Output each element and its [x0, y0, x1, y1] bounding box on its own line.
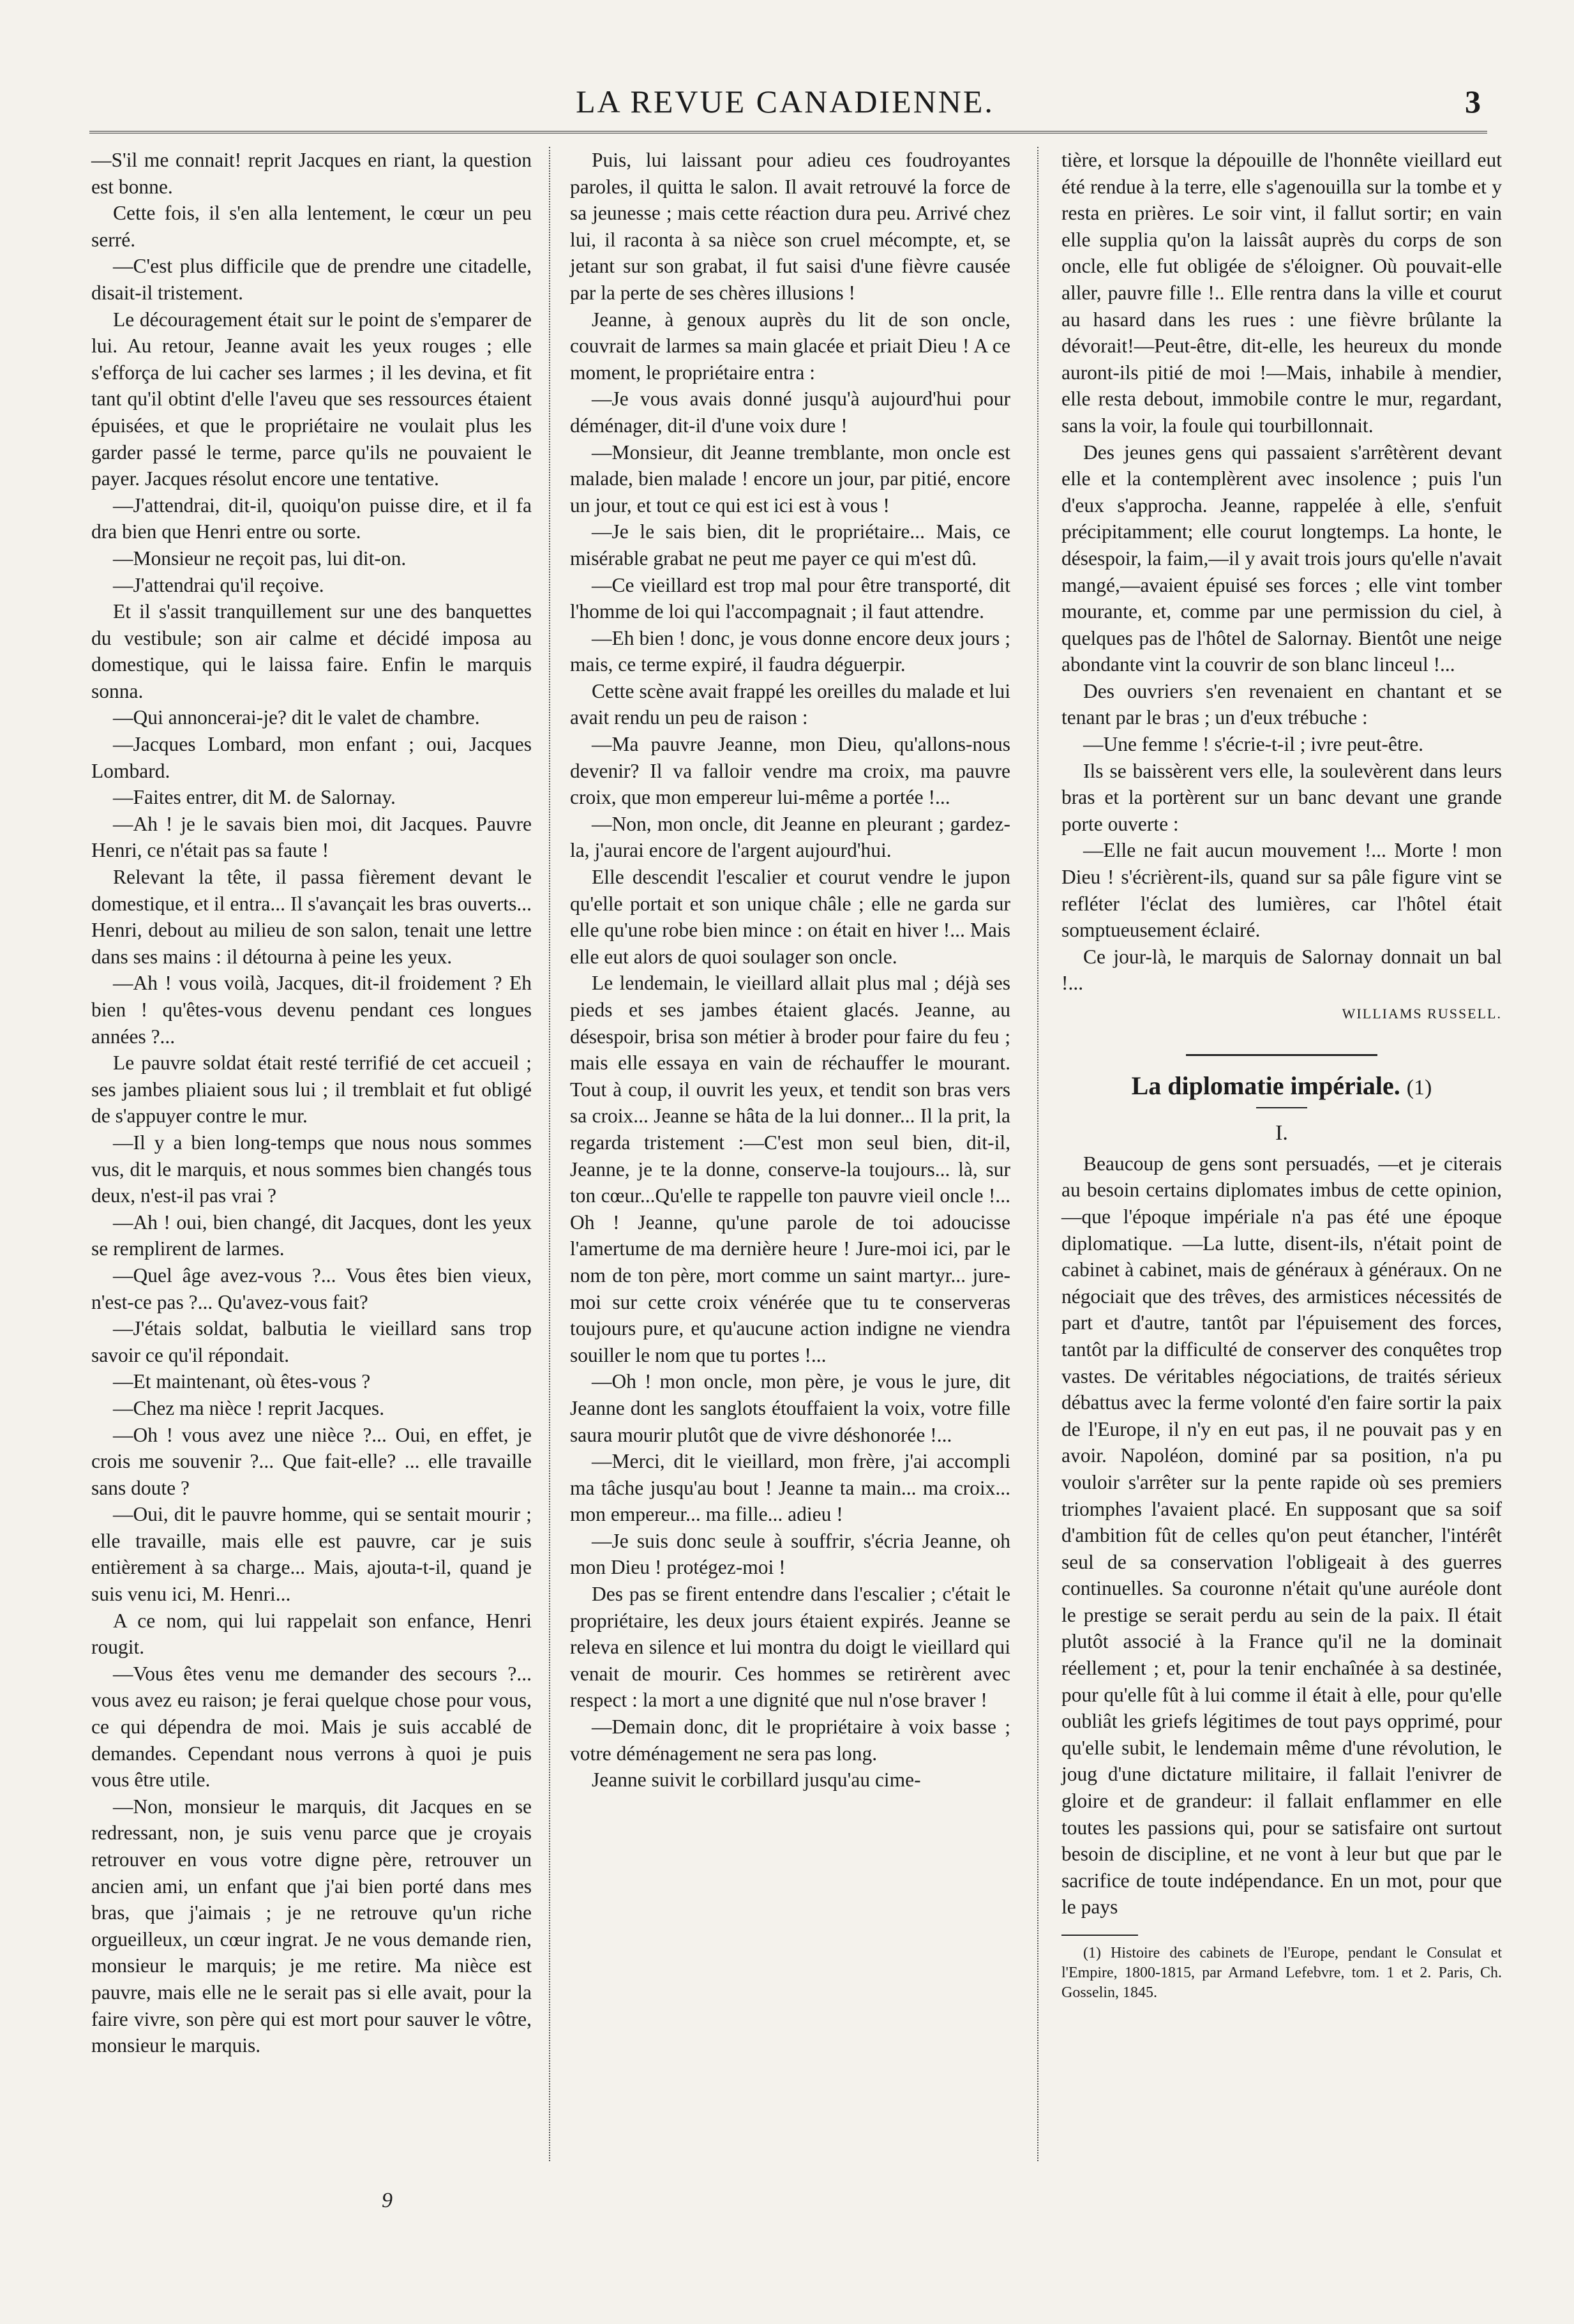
paragraph: —Merci, dit le vieillard, mon frère, j'ai accompli ma tâche jusqu'au bout ! Jeanne ta main... ma croix... mon empereur... ma fille... adieu ! — [570, 1450, 1010, 1526]
paragraph: —Ah ! vous voilà, Jacques, dit-il froidement ? Eh bien ! qu'êtes-vous devenu pendant ces longues années ?... — [91, 972, 532, 1048]
title-underline — [1256, 1107, 1307, 1108]
paragraph: —Non, mon oncle, dit Jeanne en pleurant ; gardez-la, j'aurai encore de l'argent aujourd'hui. — [570, 812, 1010, 862]
paragraph: Jeanne, à genoux auprès du lit de son oncle, couvrait de larmes sa main glacée et priait Dieu ! A ce moment, le propriétaire entra : — [570, 308, 1010, 384]
paragraph: Et il s'assit tranquillement sur une des banquettes du vestibule; son air calme et décidé imposa au domestique, qui le laissa faire. Enfin le marquis sonna. — [91, 600, 532, 702]
journal-title: LA REVUE CANADIENNE. — [576, 84, 994, 119]
paragraph: Cette fois, il s'en alla lentement, le cœur un peu serré. — [91, 202, 532, 251]
paragraph: —Ah ! je le savais bien moi, dit Jacques. Pauvre Henri, ce n'était pas sa faute ! — [91, 812, 532, 862]
page-header — [89, 83, 1481, 128]
paragraph: —Je le sais bien, dit le propriétaire... Mais, ce misérable grabat ne peut me payer ce qui m'est dû. — [570, 520, 1010, 570]
paragraph: —Chez ma nièce ! reprit Jacques. — [113, 1396, 385, 1419]
paragraph: Relevant la tête, il passa fièrement devant le domestique, et il entra... Il s'avançait les bras ouverts... Henri, debout au milieu de son salon, tenait une lettre dans ses mains : il détourna à peine les yeux. — [91, 866, 532, 968]
paragraph: —Non, monsieur le marquis, dit Jacques en se redressant, non, je suis venu parce que je croyais retrouver en vous votre digne père, retrouver un ancien ami, un enfant que j'ai bien porté dans mes bras, que j'aimais ; je ne retrouve qu'un riche orgueilleux, un cœur ingrat. Je ne vous demande rien, monsieur le marquis; je me retire. Ma nièce est pauvre, mais elle ne le serait pas si elle avait, pour la faire vivre, son père qui est mort pour sauver le vôtre, monsieur le marquis. — [91, 1795, 532, 2057]
paragraph: Puis, lui laissant pour adieu ces foudroyantes paroles, il quitta le salon. Il avait retrouvé la force de sa jeunesse ; mais cette réaction dura peu. Arrivé chez lui, il raconta à sa nièce son cruel mécompte, et, se jetant sur son grabat, il fut saisi d'une fièvre causée par la perte de ses chères illusions ! — [570, 149, 1010, 304]
paragraph: Cette scène avait frappé les oreilles du malade et lui avait rendu un peu de raison : — [570, 679, 1010, 729]
paragraph: —Monsieur ne reçoit pas, lui dit-on. — [113, 547, 407, 570]
paragraph: —J'étais soldat, balbutia le vieillard sans trop savoir ce qu'il répondait. — [91, 1317, 532, 1366]
article-title-text: La diplomatie impériale. — [1131, 1071, 1400, 1100]
paragraph: —Une femme ! s'écrie-t-il ; ivre peut-être. — [1083, 733, 1424, 756]
paragraph: —Vous êtes venu me demander des secours ?... vous avez eu raison; je ferai quelque chose pour vous, ce qui dépendra de moi. Mais je suis accablé de demandes. Cependant nous verrons à quoi je puis vous être utile. — [91, 1662, 532, 1792]
paragraph: Jeanne suivit le corbillard jusqu'au cime- — [592, 1769, 921, 1792]
section-number: I. — [1275, 1121, 1288, 1145]
footnote: (1) Histoire des cabinets de l'Europe, pendant le Consulat et l'Empire, 1800-1815, par Armand Lefebvre, tom. 1 et 2. Paris, Ch. Gosselin, 1845. — [1061, 1945, 1502, 2001]
paragraph: —Ce vieillard est trop mal pour être transporté, dit l'homme de loi qui l'accompagnait ; il faut attendre. — [570, 573, 1010, 623]
header-rule — [89, 131, 1487, 133]
paragraph: Le découragement était sur le point de s'emparer de lui. Au retour, Jeanne avait les yeux rouges ; elle s'efforça de lui cacher ses larmes ; il les devina, et fit tant qu'il obtint d'elle l'aveu que ses ressources étaient épuisées, et que le propriétaire ne voulait plus les garder passé le terme, parce qu'ils ne pouvaient le payer. Jacques résolut encore une tentative. — [91, 308, 532, 490]
paragraph: —Quel âge avez-vous ?... Vous êtes bien vieux, n'est-ce pas ?... Qu'avez-vous fait? — [91, 1264, 532, 1313]
column-divider-2 — [1037, 147, 1038, 2161]
paragraph: —S'il me connait! reprit Jacques en riant, la question est bonne. — [91, 149, 532, 198]
paragraph: Ce jour-là, le marquis de Salornay donnait un bal !... — [1061, 945, 1502, 995]
column-1 — [91, 147, 532, 2059]
paragraph: Des ouvriers s'en revenaient en chantant et se tenant par le bras ; un d'eux trébuche : — [1061, 679, 1502, 729]
paragraph: —Oh ! mon oncle, mon père, je vous le jure, dit Jeanne dont les sanglots étouffaient la voix, votre fille saura mourir plutôt que de vivre déshonorée !... — [570, 1370, 1010, 1446]
paragraph: —Qui annoncerai-je? dit le valet de chambre. — [113, 706, 480, 729]
paragraph: —Oh ! vous avez une nièce ?... Oui, en effet, je crois me souvenir ?... Que fait-elle? ... elle travaille sans doute ? — [91, 1423, 532, 1499]
footnote-reference: (1) — [1406, 1075, 1432, 1099]
paragraph: tière, et lorsque la dépouille de l'honnête vieillard eut été rendue à la terre, elle s'agenouilla sur la tombe et y resta en prières. Le soir vint, il fallut sortir; en vain elle supplia qu'on la laissât auprès du corps de son oncle, elle fut obligée de s'éloigner. Où pouvait-elle aller, pauvre fille !.. Elle rentra dans la ville et courut au hasard dans les rues : une fièvre brûlante la dévorait!—Peut-être, dit-elle, les heureux du monde auront-ils pitié de moi !—Mais, inhabile à mendier, elle resta debout, immobile contre le mur, regardant, sans la voir, la foule qui tourbillonnait. — [1061, 149, 1502, 437]
article-paragraph: Beaucoup de gens sont persuadés, —et je citerais au besoin certains diplomates imbus de cette opinion, —que l'époque impériale n'a pas été une époque diplomatique. —La lutte, disent-ils, n'était point de cabinet à cabinet, mais de généraux à généraux. On ne négociait que des trêves, des armistices nécessités de part et d'autre, tantôt par l'épuisement des forces, tantôt par la difficulté de conserver des conquêtes trop vastes. De véritables négociations, de traités sérieux débattus avec la ferme volonté d'en faire sortir la paix de l'Europe, il n'y en eut pas, il ne pouvait pas y en avoir. Napoléon, dominé par sa position, n'a pu vouloir s'arrêter sur la pente rapide où ses premiers triomphes l'avaient placé. En supposant que sa soif d'ambition fût de celles qu'on peut étancher, l'intérêt seul de sa conservation l'obligeait à des guerres continuelles. Sa couronne n'était qu'une auréole dont le prestige se serait perdu au sein de la paix. Il était plutôt associé à la France qu'il ne la dominait réellement ; et, pour la tenir enchaînée à sa destinée, pour qu'elle fût à lui comme il était à elle, pour qu'elle oubliât les griefs légitimes de tout pays opprimé, pour qu'elle subit, le lendemain même d'une révolution, le joug d'une dictature militaire, il fallait l'enivrer de gloire et de grandeur: il fallait enflammer en elle toutes les passions qui, pour se satisfaire ont surtout besoin de discipline, et ne vont à leur but que par le sacrifice de toute indépendance. En un mot, pour que le pays — [1061, 1152, 1502, 1919]
paragraph: —Ah ! oui, bien changé, dit Jacques, dont les yeux se remplirent de larmes. — [91, 1211, 532, 1260]
page-number: 3 — [1465, 84, 1481, 119]
paragraph: —Elle ne fait aucun mouvement !... Morte ! mon Dieu ! s'écrièrent-ils, quand sur sa pâle figure vint se refléter l'éclat des lumières, car l'hôtel était somptueusement éclairé. — [1061, 839, 1502, 942]
section-divider — [1186, 1054, 1377, 1056]
paragraph: A ce nom, qui lui rappelait son enfance, Henri rougit. — [91, 1609, 532, 1659]
paragraph: —J'attendrai, dit-il, quoiqu'on puisse dire, et il fa dra bien que Henri entre ou sorte. — [91, 494, 532, 543]
paragraph: Le pauvre soldat était resté terrifié de cet accueil ; ses jambes pliaient sous lui ; il tremblait et fut obligé de s'appuyer contre le mur. — [91, 1052, 532, 1128]
paragraph: —Ma pauvre Jeanne, mon Dieu, qu'allons-nous devenir? Il va falloir vendre ma croix, ma pauvre croix, que mon empereur lui-même a portée !... — [570, 733, 1010, 809]
paragraph: —Je suis donc seule à souffrir, s'écria Jeanne, oh mon Dieu ! protégez-moi ! — [570, 1529, 1010, 1579]
folio-mark: 9 — [382, 2189, 393, 2212]
paragraph: Des jeunes gens qui passaient s'arrêtèrent devant elle et la contemplèrent avec insolence ; puis l'un d'eux s'approcha. Jeanne, rappelée à elle, s'enfuit précipitamment; elle courut longtemps. La honte, le désespoir, la faim,—il y avait trois jours qu'elle n'avait mangé,—avaient épuisé ses forces ; elle vint tomber mourante, et, comme par une permission du ciel, à quelques pas de l'hôtel de Salornay. Bientôt une neige abondante vint la couvrir de son blanc linceul !... — [1061, 441, 1502, 676]
article-title — [1061, 1073, 1502, 1101]
paragraph: —Faites entrer, dit M. de Salornay. — [113, 786, 396, 809]
column-divider-1 — [549, 147, 550, 2161]
paragraph: —J'attendrai qu'il reçoive. — [113, 573, 324, 596]
paragraph: —Oui, dit le pauvre homme, qui se sentait mourir ; elle travaille, mais elle est pauvre, car je suis entièrement à sa charge... Mais, ajouta-t-il, quand je suis venu ici, M. Henri... — [91, 1503, 532, 1606]
paragraph: Le lendemain, le vieillard allait plus mal ; déjà ses pieds et ses jambes étaient glacés. Jeanne, au désespoir, brisa son métier à broder pour faire du feu ; mais elle essaya en vain de réchauffer le mourant. Tout à coup, il ouvrit les yeux, et tendit son bras vers sa croix... Jeanne se hâta de la lui donner... Il la prit, la regarda tristement :—C'est mon seul bien, dit-il, Jeanne, je te la donne, conserve-la toujours... là, sur ton cœur...Qu'elle te rappelle ton pauvre vieil oncle !... Oh ! Jeanne, qu'une parole de toi adoucisse l'amertume de ma dernière heure ! Jure-moi ici, par le nom de ton père, mort comme un saint martyr... jure-moi sur cette croix vénérée que tu te conserveras toujours pure, et qu'aucune action indigne ne viendra souiller le nom que tu portes !... — [570, 972, 1010, 1366]
paragraph: —Demain donc, dit le propriétaire à voix basse ; votre déménagement ne sera pas long. — [570, 1716, 1010, 1765]
paragraph: —Jacques Lombard, mon enfant ; oui, Jacques Lombard. — [91, 733, 532, 782]
paragraph: —C'est plus difficile que de prendre une citadelle, disait-il tristement. — [91, 255, 532, 304]
column-3 — [1061, 147, 1502, 2003]
paragraph: —Monsieur, dit Jeanne tremblante, mon oncle est malade, bien malade ! encore un jour, par pitié, encore un jour, et tout ce qui est ici est à vous ! — [570, 441, 1010, 517]
footnote-rule — [1061, 1935, 1138, 1936]
paragraph: Des pas se firent entendre dans l'escalier ; c'était le propriétaire, les deux jours étaient expirés. Jeanne se releva en silence et lui montra du doigt le vieillard qui venait de mourir. Ces hommes se retirèrent avec respect : la mort a une dignité que nul n'ose braver ! — [570, 1583, 1010, 1712]
paragraph: —Je vous avais donné jusqu'à aujourd'hui pour déménager, dit-il d'une voix dure ! — [570, 388, 1010, 437]
paragraph: —Et maintenant, où êtes-vous ? — [113, 1370, 371, 1393]
paragraph: —Il y a bien long-temps que nous nous sommes vus, dit le marquis, et nous sommes bien changés tous deux, n'est-il pas vrai ? — [91, 1131, 532, 1207]
column-2 — [570, 147, 1010, 1793]
author-signature: WILLIAMS RUSSELL. — [1342, 1006, 1502, 1022]
paragraph: Elle descendit l'escalier et courut vendre le jupon qu'elle portait et son unique châle ; elle ne garda sur elle qu'une robe bien mince : on était en hiver !... Mais elle eut alors de quoi soulager son oncle. — [570, 866, 1010, 968]
paragraph: —Eh bien ! donc, je vous donne encore deux jours ; mais, ce terme expiré, il faudra déguerpir. — [570, 626, 1010, 676]
paragraph: Ils se baissèrent vers elle, la soulevèrent dans leurs bras et la portèrent sur un banc devant une grande porte ouverte : — [1061, 759, 1502, 835]
